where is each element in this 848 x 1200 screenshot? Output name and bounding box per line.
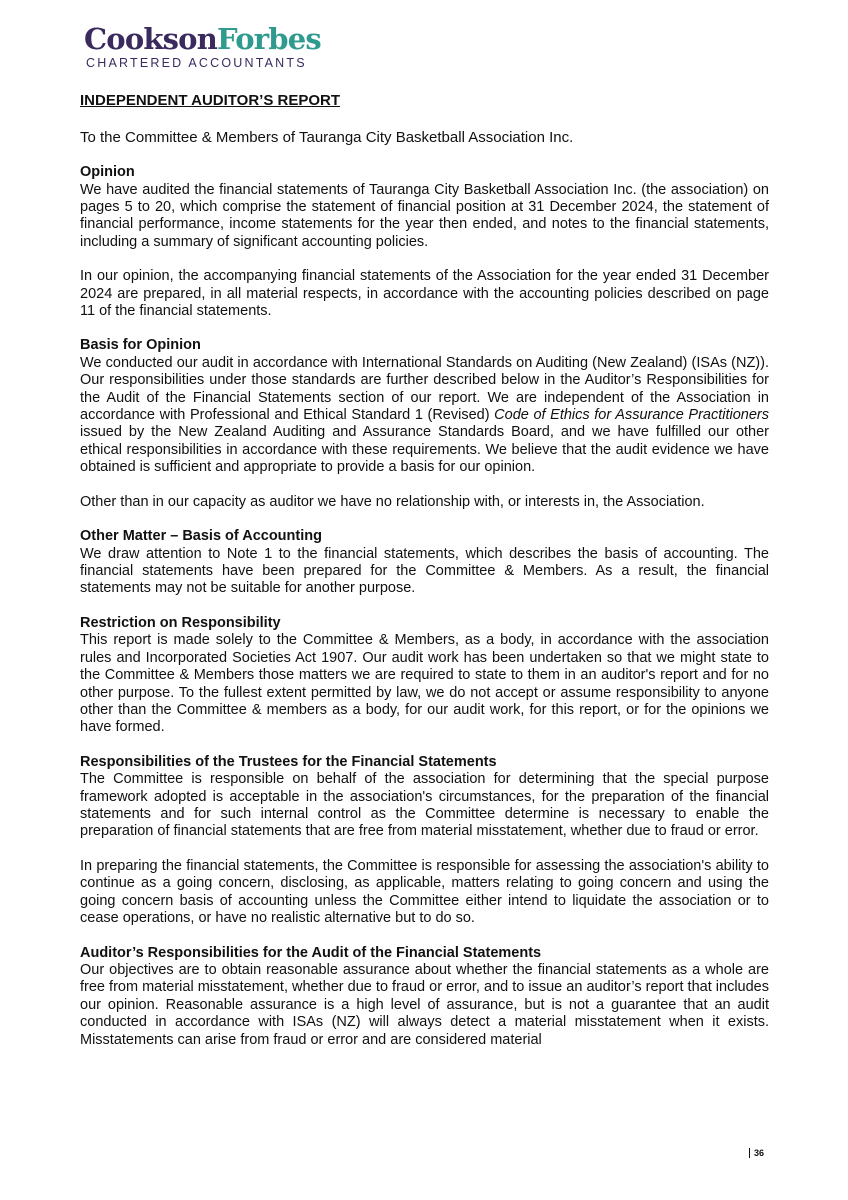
code-of-ethics-title: Code of Ethics for Assurance Practitioners (494, 407, 769, 424)
auditor-paragraph-1: Our objectives are to obtain reasonable assurance about whether the financial statements as a whole are free from material misstatement, whether due to fraud or error, and to issue an auditor’s report that includes our opinion. Reasonable assurance is a high level of assurance, but is not a guarantee that an audit conducted in accordance with ISAs (NZ) will always detect a material misstatement when it exists. Misstatements can arise from fraud or error and are considered material (80, 962, 769, 1048)
basis-text-b: issued by the New Zealand Auditing and Assurance Standards Board, and we have fulfilled our other ethical responsibilities in accordance with these requirements. We believe that the audit evidence we have obtained is sufficient and appropriate to provide a basis for our opinion. (80, 424, 769, 476)
heading-auditor-responsibilities: Auditor’s Responsibilities for the Audit of the Financial Statements (80, 944, 542, 961)
opinion-paragraph-1: We have audited the financial statements of Tauranga City Basketball Association Inc. (the association) on pages 5 to 20, which comprise the statement of financial position at 31 December 2024, the statement of financial performance, income statements for the year then ended, and notes to the financial statements, including a summary of significant accounting policies. (80, 181, 769, 250)
basis-text-a: We conducted our audit in accordance with International Standards on Auditing (New Zealand) (ISAs (NZ)). Our responsibilities under those standards are further described below in the Auditor’s Responsibilities for the Audit of the Financial Statements section of our report. We are independent of the Association in accordance with Professional and Ethical Standard 1 (Revised) (80, 354, 769, 424)
logo-part-cookson: Cookson (84, 22, 218, 56)
opinion-paragraph-2: In our opinion, the accompanying financial statements of the Association for the year ended 31 December 2024 are prepared, in all material respects, in accordance with the accounting policies described on page 11 of the financial statements. (80, 268, 769, 319)
logo-wordmark (84, 22, 321, 56)
heading-other-matter: Other Matter – Basis of Accounting (80, 528, 322, 545)
section-restriction (80, 615, 769, 737)
section-auditor-responsibilities (80, 945, 769, 1050)
section-opinion (80, 164, 769, 320)
company-logo (84, 22, 321, 70)
report-title: INDEPENDENT AUDITOR’S REPORT (80, 92, 341, 109)
addressee: To the Committee & Members of Tauranga City Basketball Association Inc. (80, 129, 574, 146)
restriction-paragraph: This report is made solely to the Committee & Members, as a body, in accordance with the association rules and Incorporated Societies Act 1907. Our audit work has been undertaken so that we might state to the Committee & Members those matters we are required to state to them in an auditor's report and for no other purpose. To the fullest extent permitted by law, we do not accept or assume responsibility to anyone other than the Committee & members as a body, for our audit work, for this report, or for the opinions we have formed. (80, 632, 769, 736)
heading-restriction: Restriction on Responsibility (80, 614, 281, 631)
trustees-paragraph-1: The Committee is responsible on behalf of the association for determining that the special purpose framework adopted is acceptable in the association's circumstances, for the preparation of the financial statements and for such internal control as the Committee determine is necessary to enable the preparation of financial statements that are free from material misstatement, whether due to fraud or error. (80, 771, 769, 840)
section-basis-for-opinion (80, 337, 769, 511)
section-trustees-responsibilities (80, 754, 769, 928)
heading-opinion: Opinion (80, 164, 135, 180)
section-other-matter (80, 528, 769, 598)
logo-subtitle: CHARTERED ACCOUNTANTS (86, 56, 307, 70)
logo-part-forbes: Forbes (217, 22, 321, 56)
page-number: 36 (749, 1148, 764, 1158)
heading-basis-for-opinion: Basis for Opinion (80, 337, 201, 354)
basis-paragraph-2: Other than in our capacity as auditor we have no relationship with, or interests in, the Association. (80, 493, 705, 510)
other-matter-paragraph: We draw attention to Note 1 to the financial statements, which describes the basis of accounting. The financial statements have been prepared for the Committee & Members. As a result, the financial statements may not be suitable for another purpose. (80, 545, 769, 597)
trustees-paragraph-2: In preparing the financial statements, the Committee is responsible for assessing the association's ability to continue as a going concern, disclosing, as applicable, matters relating to going concern and using the going concern basis of accounting unless the Committee either intend to liquidate the association or to cease operations, or have no realistic alternative but to do so. (80, 857, 769, 927)
report-body (80, 92, 769, 1049)
basis-paragraph-1 (80, 355, 769, 477)
heading-trustees-responsibilities: Responsibilities of the Trustees for the Financial Statements (80, 753, 497, 770)
